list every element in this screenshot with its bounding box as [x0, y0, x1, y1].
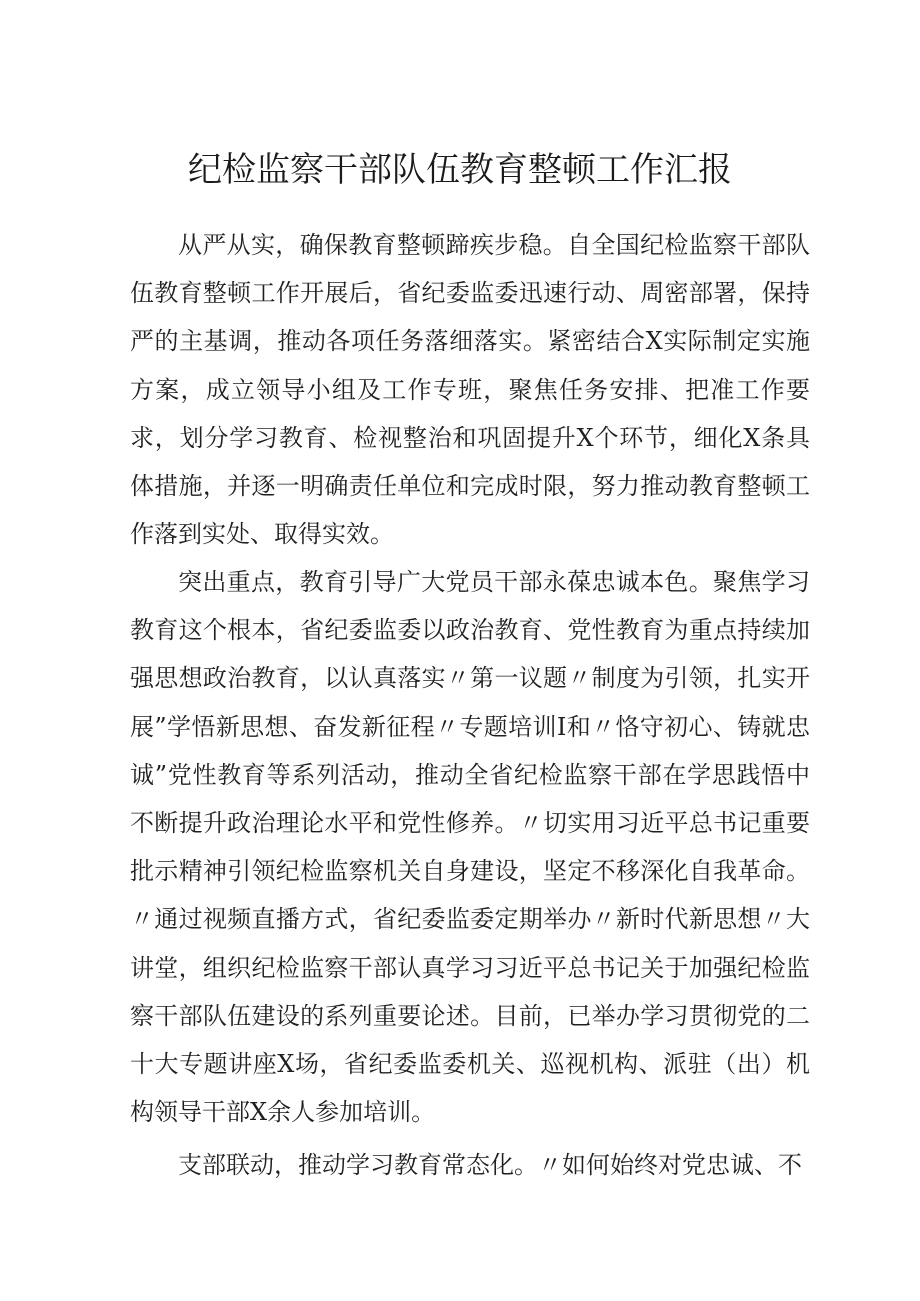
paragraph-1: 从严从实，确保教育整顿蹄疾步稳。自全国纪检监察干部队伍教育整顿工作开展后，省纪委监委迅速行动、周密部署，保持严的主基调，推动各项任务落细落实。紧密结合X实际制定实施方案，成立领导小组及工作专班，聚焦任务安排、把准工作要求，划分学习教育、检视整治和巩固提升X个环节，细化X条具体措施，并逐一明确责任单位和完成时限，努力推动教育整顿工作落到实处、取得实效。	[130, 231, 810, 549]
document-title: 纪检监察干部队伍教育整顿工作汇报	[188, 150, 732, 190]
paragraph-3: 支部联动，推动学习教育常态化。〃如何始终对党忠诚、不	[178, 1151, 802, 1179]
paragraph-2: 突出重点，教育引导广大党员干部永葆忠诚本色。聚焦学习教育这个根本，省纪委监委以政治教育、党性教育为重点持续加强思想政治教育，以认真落实〃第一议题〃制度为引领，扎实开展”学悟新思想、奋发新征程〃专题培训I和〃恪守初心、铸就忠诚”党性教育等系列活动，推动全省纪检监察干部在学思践悟中不断提升政治理论水平和党性修养。〃切实用习近平总书记重要批示精神引领纪检监察机关自身建设，坚定不移深化自我革命。〃通过视频直播方式，省纪委监委定期举办〃新时代新思想〃大讲堂，组织纪检监察干部认真学习习近平总书记关于加强纪检监察干部队伍建设的系列重要论述。目前，已举办学习贯彻党的二十大专题讲座X场，省纪委监委机关、巡视机构、派驻（出）机构领导干部X余人参加培训。	[130, 568, 810, 1127]
